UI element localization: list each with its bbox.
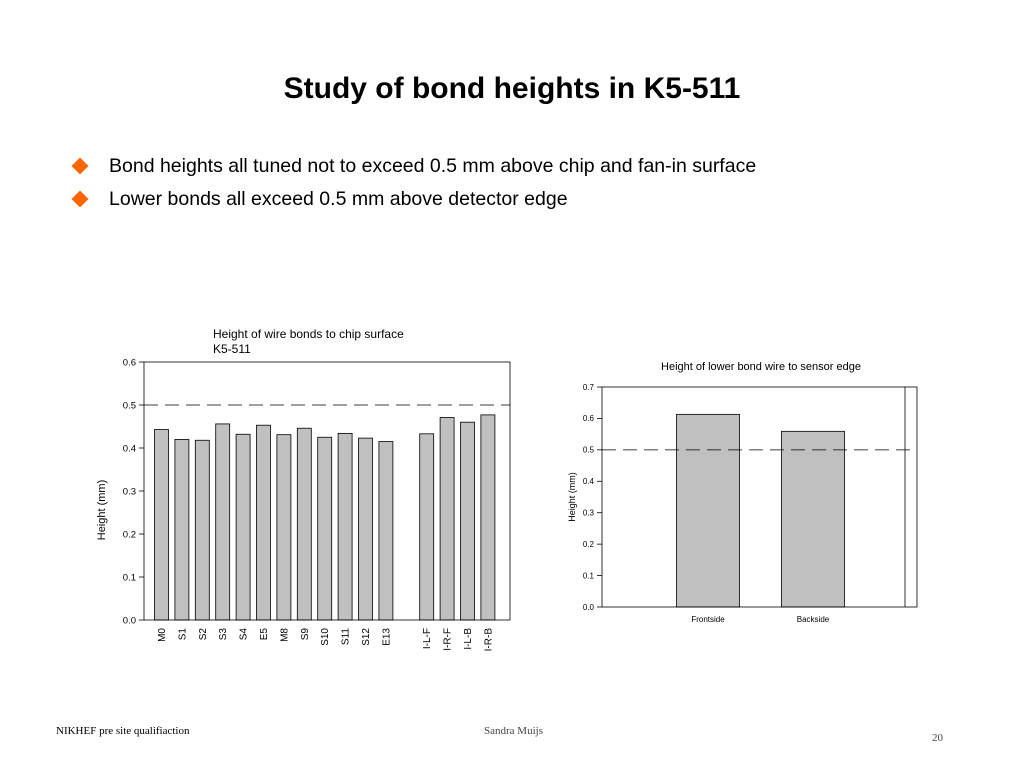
y-tick-label: 0.3	[582, 508, 594, 518]
y-tick-label: 0.0	[582, 602, 594, 612]
bar-I-R-F	[440, 417, 454, 620]
bar-S9	[297, 428, 311, 620]
page-number: 20	[932, 732, 943, 744]
y-tick-label: 0.6	[122, 357, 136, 369]
x-tick-label: I-R-B	[483, 628, 495, 652]
y-tick-label: 0.6	[582, 414, 594, 424]
footer-left-text: NIKHEF pre site qualifiaction	[56, 725, 190, 737]
x-tick-label: E5	[259, 628, 270, 641]
bullet-item	[72, 183, 756, 216]
y-tick-label: 0.1	[582, 571, 594, 581]
x-tick-label: I-L-F	[422, 628, 434, 650]
bar-I-L-B	[461, 422, 475, 620]
x-tick-label: S4	[238, 628, 250, 641]
bar-M8	[277, 435, 291, 620]
slide-title: Study of bond heights in K5-511	[283, 72, 741, 105]
y-tick-label: 0.4	[122, 443, 136, 455]
y-axis-label: Height (mm)	[96, 479, 108, 541]
x-tick-label: I-R-F	[442, 628, 454, 651]
x-tick-label: S2	[197, 628, 209, 641]
chart-wire-bond-heights	[80, 320, 530, 670]
x-tick-label: S11	[340, 628, 352, 646]
y-tick-label: 0.2	[122, 529, 136, 541]
y-tick-label: 0.5	[122, 400, 136, 412]
x-tick-label: M8	[279, 628, 291, 642]
bar-S10	[318, 437, 332, 620]
footer-author: Sandra Muijs	[484, 725, 543, 737]
bar-E13	[379, 442, 393, 620]
x-tick-label: I-L-B	[463, 628, 474, 650]
y-tick-label: 0.2	[582, 539, 594, 549]
bar-I-L-F	[420, 434, 434, 620]
bar-S4	[236, 434, 250, 620]
bar-S1	[175, 439, 189, 620]
x-tick-label: S1	[177, 628, 189, 641]
y-tick-label: 0.4	[582, 477, 594, 487]
x-tick-label: S9	[299, 628, 311, 641]
bar-M0	[155, 430, 169, 620]
x-tick-label: Backside	[796, 615, 830, 624]
x-tick-label: E13	[381, 628, 393, 646]
bullet-text: Bond heights all tuned not to exceed 0.5 mm above chip and fan-in surface	[109, 155, 757, 177]
y-tick-label: 0.5	[582, 445, 594, 455]
bar-E5	[257, 425, 271, 620]
bullet-item	[72, 150, 756, 183]
chart-subtitle: K5-511	[213, 342, 251, 356]
chart-lower-bond-heights	[560, 355, 930, 635]
y-tick-label: 0.7	[582, 382, 594, 392]
bar-Backside	[782, 431, 845, 607]
bar-I-R-B	[481, 415, 495, 620]
bar-S12	[359, 438, 373, 620]
plot-frame	[602, 387, 917, 607]
chart-title: Height of wire bonds to chip surface	[213, 327, 404, 341]
x-tick-label: S10	[320, 628, 332, 646]
x-tick-label: S12	[361, 628, 372, 646]
x-tick-label: M0	[157, 628, 168, 642]
bullet-list	[72, 150, 756, 216]
bullet-text: Lower bonds all exceed 0.5 mm above detector edge	[109, 188, 568, 210]
y-tick-label: 0.3	[122, 486, 136, 498]
y-tick-label: 0.0	[122, 615, 136, 627]
bar-S3	[216, 424, 230, 620]
diamond-bullet-icon	[72, 158, 89, 175]
bar-S11	[338, 433, 352, 620]
x-tick-label: Frontside	[691, 615, 725, 624]
chart-title: Height of lower bond wire to sensor edge	[661, 361, 861, 373]
x-tick-label: S3	[218, 628, 230, 641]
bar-S2	[195, 440, 209, 620]
y-tick-label: 0.1	[122, 572, 136, 584]
y-axis-label: Height (mm)	[567, 472, 577, 522]
diamond-bullet-icon	[72, 191, 89, 208]
bar-Frontside	[677, 414, 740, 607]
